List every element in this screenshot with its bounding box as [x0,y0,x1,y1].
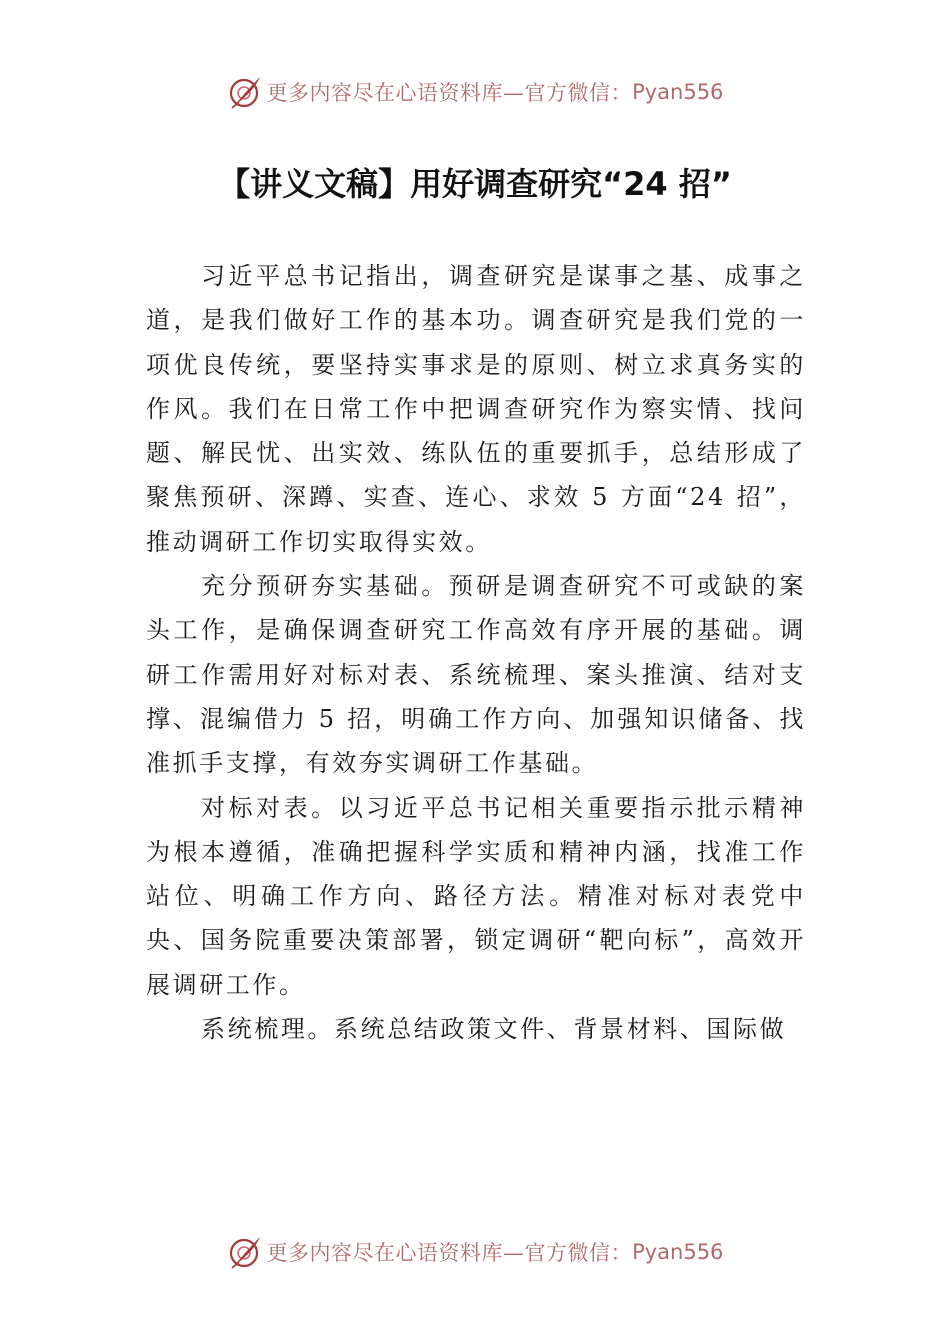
document-title: 【讲义文稿】用好调查研究“24 招” [218,165,732,203]
watermark-banner-top [0,72,950,112]
watermark-wechat-id: Pyan556 [632,80,724,104]
watermark-wechat-id: Pyan556 [632,1240,724,1264]
watermark-banner-bottom [0,1232,950,1272]
paragraph-benchmarking: 对标对表。以习近平总书记相关重要指示批示精神为根本遵循，准确把握科学实质和精神内涵，找准工作站位、明确工作方向、路径方法。精准对标对表党中央、国务院重要决策部署，锁定调研“靶向标”，高效开展调研工作。 [146,793,806,999]
paragraph-intro: 习近平总书记指出，调查研究是谋事之基、成事之道，是我们做好工作的基本功。调查研究是我们党的一项优良传统，要坚持实事求是的原则、树立求真务实的作风。我们在日常工作中把调查研究作为察实情、找问题、解民忧、出实效、练队伍的重要抓手，总结形成了聚焦预研、深蹲、实查、连心、求效 5 方面“24 招”，推动调研工作切实取得实效。 [146,262,806,556]
feather-logo-icon [227,74,263,110]
watermark-text: 更多内容尽在心语资料库—官方微信： [266,1241,633,1265]
paragraph-systematic-review: 系统梳理。系统总结政策文件、背景材料、国际做 [201,1015,787,1044]
paragraph-preliminary-research: 充分预研夯实基础。预研是调查研究不可或缺的案头工作，是确保调查研究工作高效有序开展的基础。调研工作需用好对标对表、系统梳理、案头推演、结对支撑、混编借力 5 招，明确工作方向、加强知识储备、找准抓手支撑，有效夯实调研工作基础。 [146,572,806,778]
watermark-text: 更多内容尽在心语资料库—官方微信： [266,81,633,105]
document-body [146,254,806,1051]
feather-logo-icon [227,1234,263,1270]
